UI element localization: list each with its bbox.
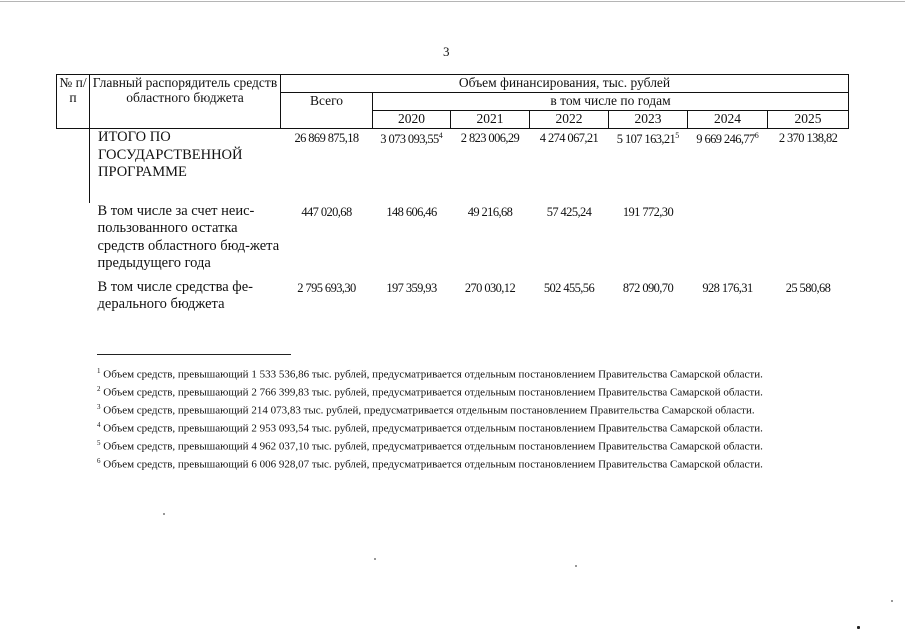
row-value: 4 274 067,21	[539, 131, 599, 145]
row-value: 148 606,46	[386, 204, 437, 219]
table-row	[57, 129, 849, 203]
header-name: Главный распорядитель средств областного бюджета	[90, 75, 281, 129]
header-year: 2022	[530, 111, 609, 129]
footnote: $^6$ Объем средств, превышающий 6 006 928,07 тыс. рублей, предусматривается отдельным постановлением Правительства Самарской области.	[97, 457, 763, 471]
page-number: 3	[443, 44, 450, 59]
table-row	[57, 279, 849, 319]
footnote-mark: 6	[97, 457, 101, 466]
row-value: 928 176,31	[702, 280, 753, 295]
table-row	[57, 203, 849, 279]
footnote: $^5$ Объем средств, превышающий 4 962 037,10 тыс. рублей, предусматривается отдельным постановлением Правительства Самарской области.	[97, 439, 763, 453]
row-name: ИТОГО ПО ГОСУДАРСТВЕННОЙ ПРОГРАММЕ	[90, 129, 281, 203]
header-volume: Объем финансирования, тыс. рублей	[281, 75, 849, 93]
scan-speck	[163, 513, 165, 515]
row-value: 3 073 093,55$^4$	[380, 131, 443, 147]
header-total: Всего	[281, 93, 373, 129]
header-num: № п/п	[57, 75, 90, 129]
row-name: В том числе средства фе-дерального бюджета	[97, 278, 253, 312]
financing-table	[56, 74, 849, 319]
footnote-separator	[97, 354, 291, 355]
footnotes	[97, 364, 867, 472]
footnote-mark: 2	[97, 385, 101, 394]
scan-speck	[857, 626, 860, 629]
row-value: 9 669 246,77$^6$	[696, 131, 759, 147]
row-value: 197 359,93	[386, 280, 437, 295]
scan-speck	[374, 558, 376, 560]
footnote-mark: 5	[97, 439, 101, 448]
row-value	[688, 203, 768, 279]
scan-speck	[575, 565, 577, 567]
header-year: 2025	[768, 111, 849, 129]
row-value: 270 030,12	[464, 280, 516, 295]
row-value: 872 090,70	[622, 280, 674, 295]
footnote-mark: 4	[97, 421, 101, 430]
row-value: 2 370 138,82	[778, 131, 838, 145]
header-year: 2020	[373, 111, 451, 129]
header-year: 2023	[609, 111, 688, 129]
footnote-ref: 5	[675, 131, 680, 140]
row-value	[768, 203, 849, 279]
row-value: 49 216,68	[467, 204, 513, 219]
header-by-years: в том числе по годам	[373, 93, 849, 111]
row-total: 2 795 693,30	[297, 280, 356, 295]
footnote-ref: 4	[438, 131, 443, 140]
header-year: 2021	[451, 111, 530, 129]
row-value: 25 580,68	[785, 280, 831, 295]
table-header	[57, 75, 849, 129]
row-total: 447 020,68	[301, 204, 352, 219]
footnote: $^2$ Объем средств, превышающий 2 766 399,83 тыс. рублей, предусматривается отдельным постановлением Правительства Самарской области.	[97, 385, 763, 399]
header-year: 2024	[688, 111, 768, 129]
row-value: 5 107 163,21$^5$	[616, 131, 680, 147]
scan-top-edge	[0, 1, 905, 2]
row-value: 502 455,56	[543, 280, 595, 295]
footnote-mark: 1	[97, 367, 101, 375]
footnote: $^1$ Объем средств, превышающий 1 533 536,86 тыс. рублей, предусматривается отдельным постановлением Правительства Самарской области.	[97, 367, 763, 381]
row-total: 26 869 875,18	[294, 131, 359, 145]
table-body	[57, 129, 849, 319]
row-name: В том числе за счет неис-пользованного остатка средств областного бюд-жета предыдущего года	[97, 202, 280, 271]
footnote-mark: 3	[97, 403, 101, 412]
row-value: 57 425,24	[546, 204, 592, 219]
footnote-ref: 6	[754, 131, 759, 140]
row-value: 2 823 006,29	[460, 131, 520, 145]
footnote: $^4$ Объем средств, превышающий 2 953 093,54 тыс. рублей, предусматривается отдельным постановлением Правительства Самарской области.	[97, 421, 763, 435]
footnote: $^3$ Объем средств, превышающий 214 073,83 тыс. рублей, предусматривается отдельным постановлением Правительства Самарской области.	[97, 403, 755, 417]
scan-speck	[891, 600, 893, 602]
row-value: 191 772,30	[622, 204, 674, 219]
